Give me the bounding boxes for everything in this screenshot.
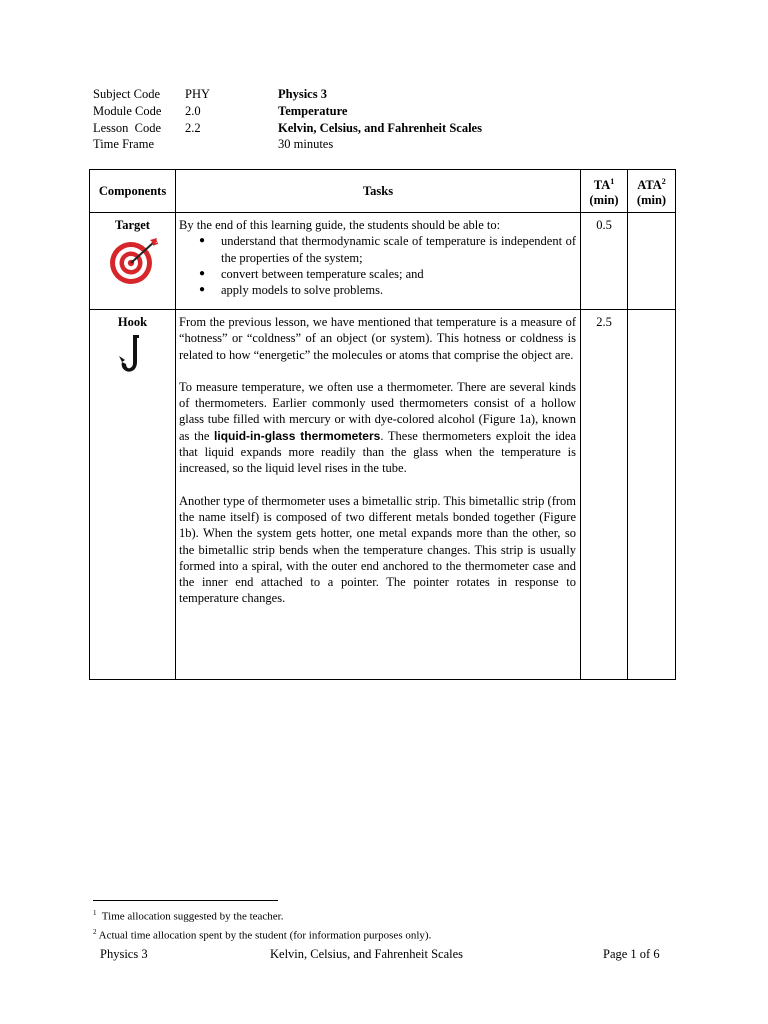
footnote-2 xyxy=(93,925,431,944)
target-label: Target xyxy=(115,218,150,232)
timeframe-row xyxy=(93,136,482,153)
objective-item: ● understand that thermodynamic scale of temperature is independent of the properties of the system; xyxy=(199,233,576,266)
table-header-row xyxy=(90,170,676,213)
hook-ata-value xyxy=(628,310,676,680)
components-header: Components xyxy=(90,170,176,213)
subject-code-label: Subject Code xyxy=(93,87,161,101)
ta-header xyxy=(581,170,628,213)
ata-unit: (min) xyxy=(636,193,667,208)
module-title: Temperature xyxy=(278,103,348,118)
ata-header-label: ATA xyxy=(637,178,662,193)
lesson-row xyxy=(93,120,482,137)
module-row xyxy=(93,103,482,120)
target-tasks xyxy=(176,213,581,310)
module-code-label: Module Code xyxy=(93,103,162,118)
footer-course: Physics 3 xyxy=(100,947,148,961)
subject-title: Physics 3 xyxy=(278,87,327,101)
target-intro: By the end of this learning guide, the students should be able to: xyxy=(179,218,501,232)
footer-lesson-title: Kelvin, Celsius, and Fahrenheit Scales xyxy=(270,947,464,961)
lesson-code-label: Lesson Code xyxy=(93,120,162,135)
target-component xyxy=(90,213,176,310)
ata-header xyxy=(628,170,676,213)
footnote-2-number: 2 xyxy=(93,927,97,936)
objectives-list xyxy=(179,233,576,298)
footnote-divider xyxy=(93,900,278,901)
hook-component xyxy=(90,310,176,680)
footnote-1-text: Time allocation suggested by the teacher. xyxy=(96,910,284,923)
objective-item: ● apply models to solve problems. xyxy=(199,282,576,298)
target-row xyxy=(90,213,676,310)
hook-paragraph-3: Another type of thermometer uses a bimetallic strip. This bimetallic strip (from the name itself) is composed of two different metals bonded together (Figure 1b). When the system gets hotter, one metal expands more than the other, so the bimetallic strip bends when the temperature changes. This strip is usually formed into a spiral, with the outer end anchored to the thermometer case and the inner end attached to a pointer. The pointer rotates in response to temperature changes. xyxy=(179,493,576,606)
liquid-in-glass-term: liquid-in-glass thermometers xyxy=(214,428,381,443)
time-frame-code xyxy=(185,136,278,153)
hook-paragraph-1: From the previous lesson, we have mentioned that temperature is a measure of “hotness” or “coldness” of an object (or system). This hotness or coldness is related to how “energetic” the molecules or atoms that comprise the object are. xyxy=(179,315,576,362)
footer-page-number: Page 1 of 6 xyxy=(603,947,660,961)
footnote-1 xyxy=(93,906,431,925)
hook-label: Hook xyxy=(117,315,148,329)
ta-footnote-ref: 1 xyxy=(610,176,615,186)
lesson-title: Kelvin, Celsius, and Fahrenheit Scales xyxy=(278,120,482,135)
lesson-header xyxy=(93,86,482,153)
hook-ta-value: 2.5 xyxy=(581,310,628,680)
footnote-1-number: 1 xyxy=(93,909,97,917)
footnotes xyxy=(93,906,431,943)
objective-item: ● convert between temperature scales; and xyxy=(199,266,576,282)
hook-row xyxy=(90,310,676,680)
subject-row xyxy=(93,86,482,103)
time-frame-value: 30 minutes xyxy=(278,137,334,152)
module-code-value: 2.0 xyxy=(185,103,201,118)
fishing-hook-icon xyxy=(118,334,148,376)
hook-paragraph-2-start: To measure temperature, we often use a thermometer. There are several kinds of thermometers. Earlier commonly used thermometers consist of a hollow glass tube filled with mercury or with dye-colored alcohol (Figure 1a), known as the xyxy=(179,379,576,443)
hook-paragraph-2-end: . These thermometers exploit the idea that liquid expands more readily than the glass when the temperature is increased, so the liquid level rises in the tube. xyxy=(179,428,576,476)
target-bullseye-icon xyxy=(107,237,159,285)
ta-header-label: TA xyxy=(593,178,611,193)
lesson-table xyxy=(89,169,676,680)
hook-tasks xyxy=(176,310,581,680)
target-ta-value: 0.5 xyxy=(581,213,628,310)
tasks-header: Tasks xyxy=(176,170,581,213)
ta-unit: (min) xyxy=(589,193,619,208)
lesson-code-value: 2.2 xyxy=(185,120,201,135)
time-frame-label: Time Frame xyxy=(93,137,154,152)
ata-footnote-ref: 2 xyxy=(661,176,666,186)
target-ata-value xyxy=(628,213,676,310)
subject-code-value: PHY xyxy=(185,87,211,101)
hook-paragraph-2 xyxy=(179,379,576,477)
footnote-2-text: Actual time allocation spent by the student (for information purposes only). xyxy=(96,929,432,942)
